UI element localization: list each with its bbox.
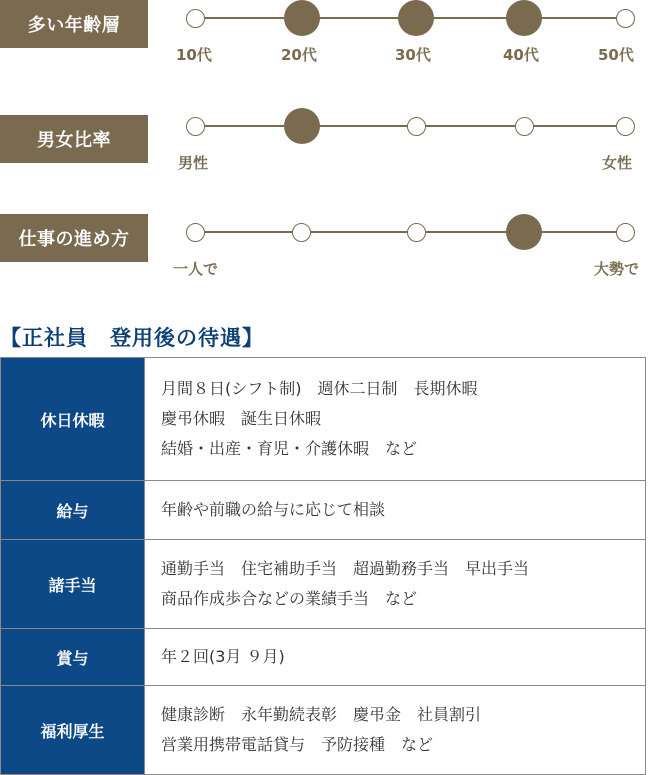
benefit-row <box>1 481 646 540</box>
benefit-line: 通勤手当 住宅補助手当 超過勤務手当 早出手当 <box>161 559 530 578</box>
benefit-line: 商品作成歩合などの業績手当 など <box>161 589 418 608</box>
scale-point-work-3 <box>407 223 426 242</box>
scale-point-work-1 <box>186 223 205 242</box>
scale-point-gender-4 <box>515 117 534 136</box>
benefit-body <box>145 358 646 481</box>
benefit-head: 賞与 <box>1 629 145 686</box>
benefit-row <box>1 629 646 686</box>
scale-tick-gender-right: 女性 <box>602 154 633 172</box>
benefit-body <box>145 481 646 540</box>
benefit-body <box>145 540 646 629</box>
scale-label-work-style: 仕事の進め方 <box>0 214 148 262</box>
benefit-head: 給与 <box>1 481 145 540</box>
benefit-head: 福利厚生 <box>1 686 145 775</box>
scale-point-age-1 <box>186 9 205 28</box>
scale-point-gender-3 <box>407 117 426 136</box>
benefit-line: 慶弔休暇 誕生日休暇 <box>161 409 322 428</box>
benefit-line: 月間８日(シフト制) 週休二日制 長期休暇 <box>161 379 478 398</box>
scale-tick-age-3: 30代 <box>395 46 431 64</box>
benefit-line: 結婚・出産・育児・介護休暇 など <box>161 439 418 458</box>
scale-tick-work-right: 大勢で <box>594 260 640 278</box>
scale-point-age-5 <box>616 9 635 28</box>
benefit-body <box>145 686 646 775</box>
benefit-row <box>1 686 646 775</box>
scale-point-age-4 <box>506 0 542 36</box>
scale-gender <box>0 108 648 198</box>
benefit-head: 諸手当 <box>1 540 145 629</box>
section-title: 【正社員 登用後の待遇】 <box>0 325 264 350</box>
scale-tick-age-1: 10代 <box>176 46 212 64</box>
benefit-row <box>1 540 646 629</box>
scale-point-age-2 <box>284 0 320 36</box>
scale-tick-age-4: 40代 <box>503 46 539 64</box>
benefit-line: 営業用携帯電話貸与 予防接種 など <box>161 735 434 754</box>
benefits-table <box>0 357 646 775</box>
scale-label-gender: 男女比率 <box>0 115 148 163</box>
scale-tick-gender-left: 男性 <box>178 154 209 172</box>
scale-tick-work-left: 一人で <box>173 260 219 278</box>
scale-point-work-4 <box>506 214 542 250</box>
benefit-line: 健康診断 永年勤続表彰 慶弔金 社員割引 <box>161 705 482 724</box>
scale-work-style <box>0 214 648 304</box>
scale-point-gender-5 <box>616 117 635 136</box>
scale-point-gender-1 <box>186 117 205 136</box>
scale-point-work-5 <box>616 223 635 242</box>
scale-point-age-3 <box>398 0 434 36</box>
scale-label-age: 多い年齢層 <box>0 0 148 48</box>
benefit-body <box>145 629 646 686</box>
scale-tick-age-2: 20代 <box>281 46 317 64</box>
scale-point-gender-2 <box>284 108 320 144</box>
scale-tick-age-5: 50代 <box>598 46 634 64</box>
benefit-head: 休日休暇 <box>1 358 145 481</box>
scale-age <box>0 0 648 90</box>
benefit-line: 年齢や前職の給与に応じて相談 <box>161 500 386 519</box>
benefit-line: 年２回(3月 ９月) <box>161 647 285 666</box>
benefit-row <box>1 358 646 481</box>
scale-point-work-2 <box>292 223 311 242</box>
